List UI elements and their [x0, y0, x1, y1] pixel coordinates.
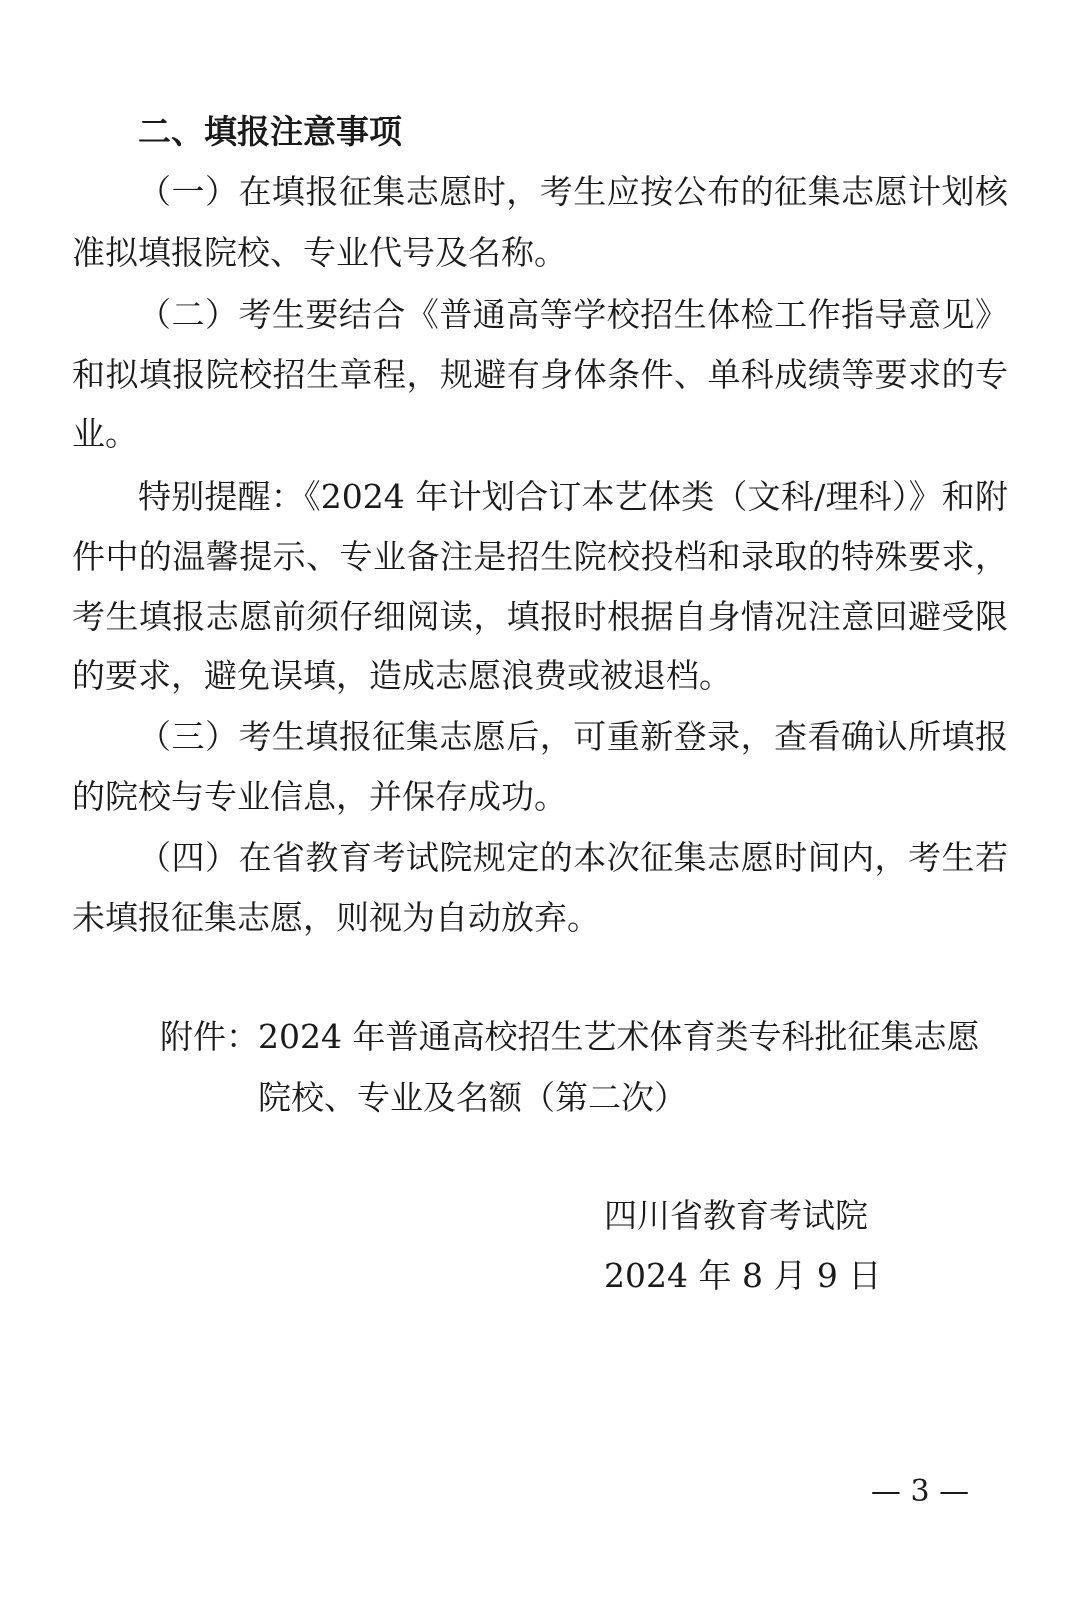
paragraph-1-line-2: 准拟填报院校、专业代号及名称。: [72, 233, 567, 272]
reminder-line-3: 考生填报志愿前须仔细阅读，填报时根据自身情况注意回避受限: [72, 597, 1008, 636]
signature-organization: 四川省教育考试院: [604, 1196, 868, 1235]
signature-date: 2024 年 8 月 9 日: [604, 1256, 882, 1295]
attachment-line-1: 2024 年普通高校招生艺术体育类专科批征集志愿: [258, 1017, 980, 1056]
attachment-line-2: 院校、专业及名额（第二次）: [258, 1078, 687, 1117]
attachment-label: 附件：: [160, 1017, 259, 1056]
reminder-line-4: 的要求，避免误填，造成志愿浪费或被退档。: [72, 656, 732, 695]
page-number: — 3 —: [870, 1474, 970, 1509]
paragraph-3-line-2: 的院校与专业信息，并保存成功。: [72, 777, 567, 816]
paragraph-2-line-3: 业。: [72, 414, 138, 453]
paragraph-2-line-1: （二）考生要结合《普通高等学校招生体检工作指导意见》: [138, 295, 1008, 334]
paragraph-4-line-1: （四）在省教育考试院规定的本次征集志愿时间内，考生若: [138, 838, 1008, 877]
reminder-line-1: 特别提醒：《2024 年计划合订本艺体类（文科/理科）》和附: [138, 477, 1008, 516]
reminder-line-2: 件中的温馨提示、专业备注是招生院校投档和录取的特殊要求，: [72, 537, 1008, 576]
section-heading: 二、填报注意事项: [138, 112, 402, 151]
paragraph-4-line-2: 未填报征集志愿，则视为自动放弃。: [72, 898, 600, 937]
paragraph-2-line-2: 和拟填报院校招生章程，规避有身体条件、单科成绩等要求的专: [72, 355, 1008, 394]
paragraph-1-line-1: （一）在填报征集志愿时，考生应按公布的征集志愿计划核: [138, 172, 1008, 211]
paragraph-3-line-1: （三）考生填报征集志愿后，可重新登录，查看确认所填报: [138, 717, 1008, 756]
